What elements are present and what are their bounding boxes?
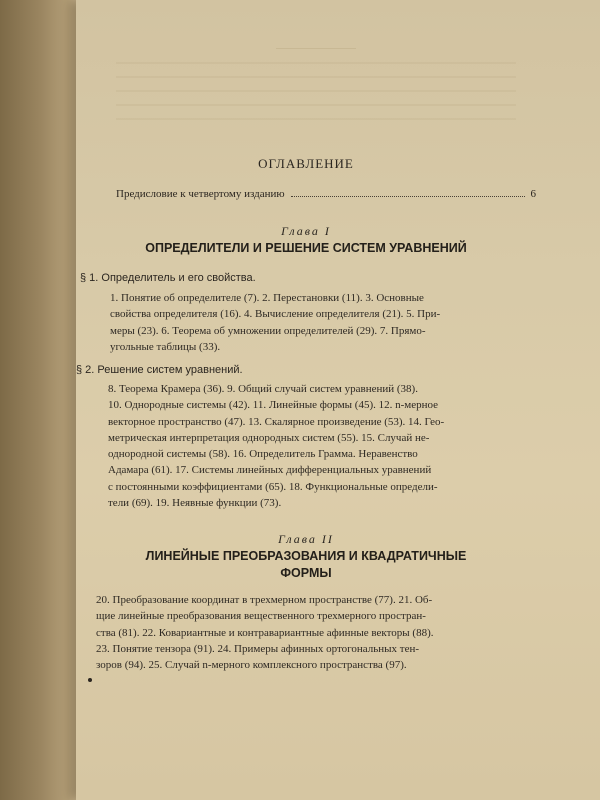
entry-line: 10. Однородные системы (42). 11. Линейные формы (45). 12. n-мерное — [108, 399, 439, 412]
chapter-2-entries — [96, 592, 516, 673]
bleed-through-text — [276, 40, 356, 49]
entry-line: 1. Понятие об определителе (7). 2. Перестановки (11). 3. Основные — [110, 292, 424, 304]
section-1-heading[interactable]: § 1. Определитель и его свойства. — [80, 272, 256, 284]
entry-line: зоров (94). 25. Случай n-мерного комплексного пространства (97). — [96, 659, 407, 672]
section-1-entries — [110, 290, 512, 355]
entry-line: с постоянными коэффициентами (65). 18. Функциональные определи- — [108, 480, 438, 493]
section-2-heading[interactable]: § 2. Решение систем уравнений. — [76, 364, 243, 376]
entry-line: 8. Теорема Крамера (36). 9. Общий случай систем уравнений (38). — [108, 383, 418, 395]
entry-line: тели (69). 19. Неявные функции (73). — [108, 497, 282, 510]
ink-dot — [88, 678, 92, 682]
preface-page: 6 — [530, 188, 536, 200]
entry-line: векторное пространство (47). 13. Скалярное произведение (53). 14. Гео- — [108, 415, 445, 428]
chapter-1-label: Глава I — [281, 224, 331, 238]
entry-line: угольные таблицы (33). — [110, 340, 221, 353]
section-2-entries — [108, 381, 510, 511]
book-page — [76, 0, 600, 800]
entry-line: 20. Преобразование координат в трехмерном пространстве (77). 21. Об- — [96, 594, 433, 606]
chapter-1-title[interactable]: ОПРЕДЕЛИТЕЛИ И РЕШЕНИЕ СИСТЕМ УРАВНЕНИЙ — [145, 241, 467, 255]
entry-line: свойства определителя (16). 4. Вычисление определителя (21). 5. При- — [110, 308, 441, 321]
toc-title: ОГЛАВЛЕНИЕ — [258, 156, 354, 171]
entry-line: щие линейные преобразования вещественного трехмерного простран- — [96, 610, 426, 623]
chapter-2-label: Глава II — [278, 532, 334, 546]
entry-line: метрическая интерпретация однородных систем (55). 15. Случай не- — [108, 431, 430, 444]
entry-line: 23. Понятие тензора (91). 24. Примеры афинных ортогональных тен- — [96, 642, 420, 655]
entry-line: меры (23). 6. Теорема об умножении определителей (29). 7. Прямо- — [110, 324, 426, 337]
entry-line: однородной системы (58). 16. Определитель Грамма. Неравенство — [108, 448, 418, 461]
entry-line: ства (81). 22. Ковариантные и контравариантные афинные векторы (88). — [96, 626, 434, 639]
leader-dots — [291, 196, 525, 197]
bleed-through-lines — [116, 62, 516, 132]
entry-line: Адамара (61). 17. Системы линейных дифференциальных уравнений — [108, 464, 432, 477]
preface-label: Предисловие к четвертому изданию — [116, 188, 285, 200]
chapter-2-title[interactable]: ЛИНЕЙНЫЕ ПРЕОБРАЗОВАНИЯ И КВАДРАТИЧНЫЕ ФОРМЫ — [145, 549, 467, 580]
preface-entry[interactable] — [116, 188, 536, 200]
